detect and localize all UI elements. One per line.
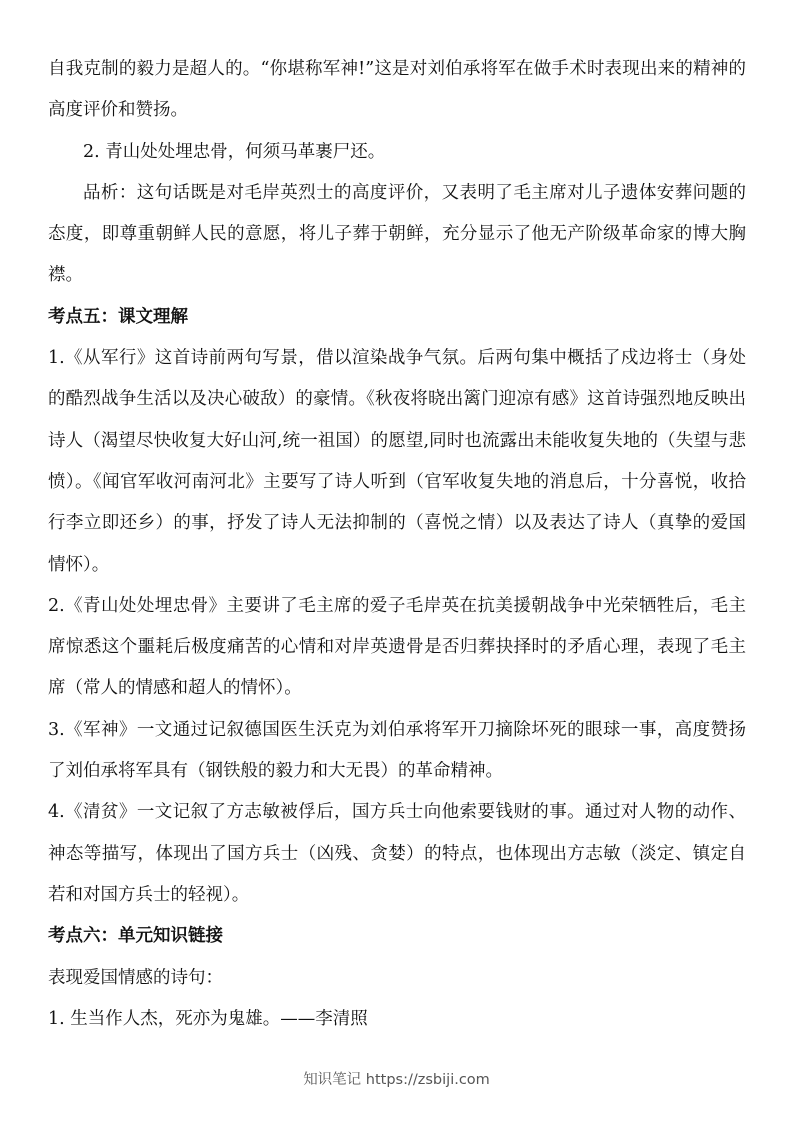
paragraph: 品析：这句话既是对毛岸英烈士的高度评价，又表明了毛主席对儿子遗体安葬问题的态度，即尊重朝鲜人民的意愿，将儿子葬于朝鲜，充分显示了他无产阶级革命家的博大胸襟。 bbox=[48, 182, 746, 286]
page-footer: 知识笔记 https://zsbiji.com bbox=[303, 1072, 490, 1088]
list-item: 3.《军神》一文通过记叙德国医生沃克为刘伯承将军开刀摘除坏死的眼球一事，高度赞扬了刘伯承将军具有（钢铁般的毅力和大无畏）的革命精神。 bbox=[48, 719, 746, 782]
section-heading: 考点六：单元知识链接 bbox=[48, 926, 223, 947]
document-body bbox=[48, 49, 746, 1040]
list-item: 2.《青山处处埋忠骨》主要讲了毛主席的爱子毛岸英在抗美援朝战争中光荣牺牲后，毛主席惊悉这个噩耗后极度痛苦的心情和对岸英遗骨是否归葬抉择时的矛盾心理，表现了毛主席（常人的情感和超人的情怀）。 bbox=[48, 595, 746, 699]
paragraph: 表现爱国情感的诗句： bbox=[48, 967, 223, 988]
list-item: 1.《从军行》这首诗前两句写景，借以渲染战争气氛。后两句集中概括了戍边将士（身处的酷烈战争生活以及决心破敌）的豪情。《秋夜将晓出篱门迎凉有感》这首诗强烈地反映出诗人（渴望尽快收复大好山河,统一祖国）的愿望,同时也流露出未能收复失地的（失望与悲愤）。《闻官军收河南河北》主要写了诗人听到（官军收复失地的消息后，十分喜悦，收拾行李立即还乡）的事，抒发了诗人无法抑制的（喜悦之情）以及表达了诗人（真挚的爱国情怀）。 bbox=[48, 348, 746, 575]
list-item: 1. 生当作人杰，死亦为鬼雄。——李清照 bbox=[48, 1008, 368, 1029]
paragraph: 自我克制的毅力是超人的。“你堪称军神!”这是对刘伯承将军在做手术时表现出来的精神的高度评价和赞扬。 bbox=[48, 59, 746, 121]
section-heading: 考点五：课文理解 bbox=[48, 306, 188, 327]
list-item: 4.《清贫》一文记叙了方志敏被俘后，国方兵士向他索要钱财的事。通过对人物的动作、神态等描写，体现出了国方兵士（凶残、贪婪）的特点，也体现出方志敏（淡定、镇定自若和对国方兵士的轻视）。 bbox=[48, 802, 746, 905]
quote-line: 2. 青山处处埋忠骨，何须马革裹尸还。 bbox=[83, 141, 386, 162]
